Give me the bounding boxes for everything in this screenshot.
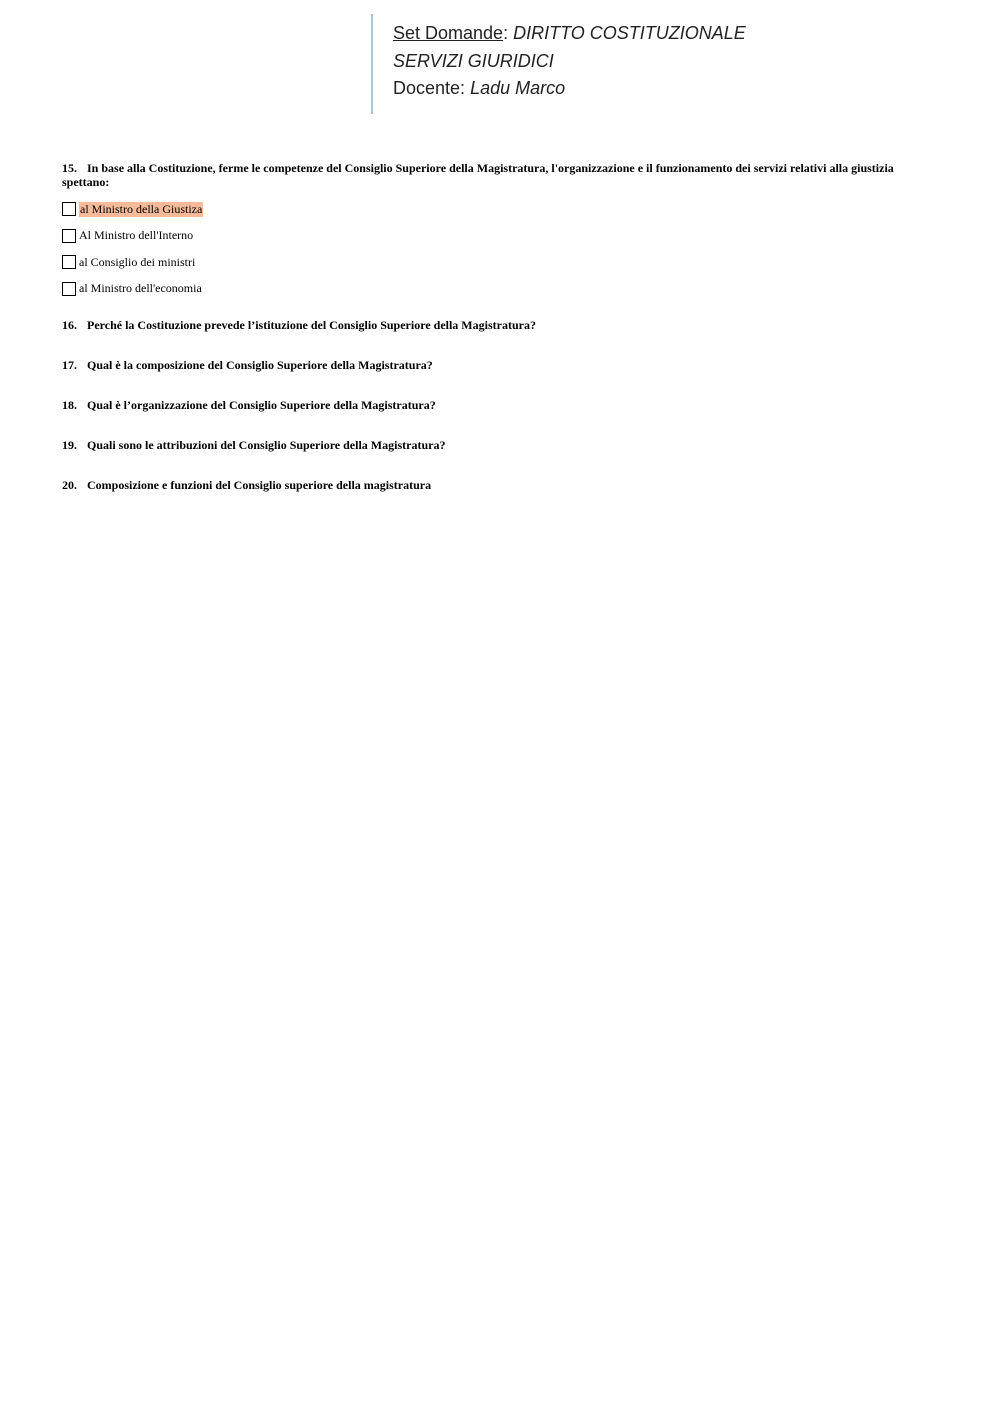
question-19 [62, 438, 942, 452]
teacher-label: Docente: [393, 78, 466, 98]
question-number: 18. [62, 397, 77, 412]
option-checkbox[interactable] [62, 229, 76, 243]
question-18 [62, 398, 942, 412]
option-label: Al Ministro dell'Interno [79, 228, 194, 242]
option-row [62, 281, 942, 297]
set-label: Set Domande [393, 23, 504, 43]
question-15 [62, 161, 942, 189]
question-text: Perché la Costituzione prevede l’istituzione del Consiglio Superiore della Magistratura? [87, 317, 536, 332]
question-16 [62, 318, 942, 332]
option-label: al Ministro dell'economia [79, 281, 202, 295]
option-checkbox[interactable] [62, 202, 76, 216]
document-header [371, 14, 931, 114]
question-text: Composizione e funzioni del Consiglio superiore della magistratura [87, 477, 432, 492]
option-checkbox[interactable] [62, 282, 76, 296]
set-line [393, 20, 931, 48]
question-number: 20. [62, 477, 77, 492]
answer-options [62, 201, 942, 297]
subject-name: DIRITTO COSTITUZIONALE [513, 23, 746, 43]
option-checkbox[interactable] [62, 255, 76, 269]
question-text: In base alla Costituzione, ferme le competenze del Consiglio Superiore della Magistratura, l'organizzazione e il funzionamento dei servizi relativi alla giustizia spettano: [62, 161, 894, 189]
course-name: SERVIZI GIURIDICI [393, 50, 554, 71]
question-text: Qual è l’organizzazione del Consiglio Superiore della Magistratura? [87, 397, 436, 412]
question-text: Quali sono le attribuzioni del Consiglio Superiore della Magistratura? [87, 437, 446, 452]
question-17 [62, 358, 942, 372]
question-number: 16. [62, 317, 77, 332]
question-number: 19. [62, 437, 77, 452]
option-row [62, 254, 942, 270]
question-number: 15. [62, 161, 77, 175]
option-label-highlighted: al Ministro della Giustiza [80, 201, 203, 216]
question-text: Qual è la composizione del Consiglio Superiore della Magistratura? [87, 357, 433, 372]
set-colon: : [503, 23, 509, 43]
option-row [62, 201, 942, 217]
option-row [62, 228, 942, 244]
teacher-name: Ladu Marco [470, 78, 566, 98]
question-number: 17. [62, 357, 77, 372]
question-20 [62, 478, 942, 492]
question-list [62, 161, 942, 518]
option-label: al Consiglio dei ministri [79, 254, 196, 269]
teacher-line [393, 75, 931, 103]
